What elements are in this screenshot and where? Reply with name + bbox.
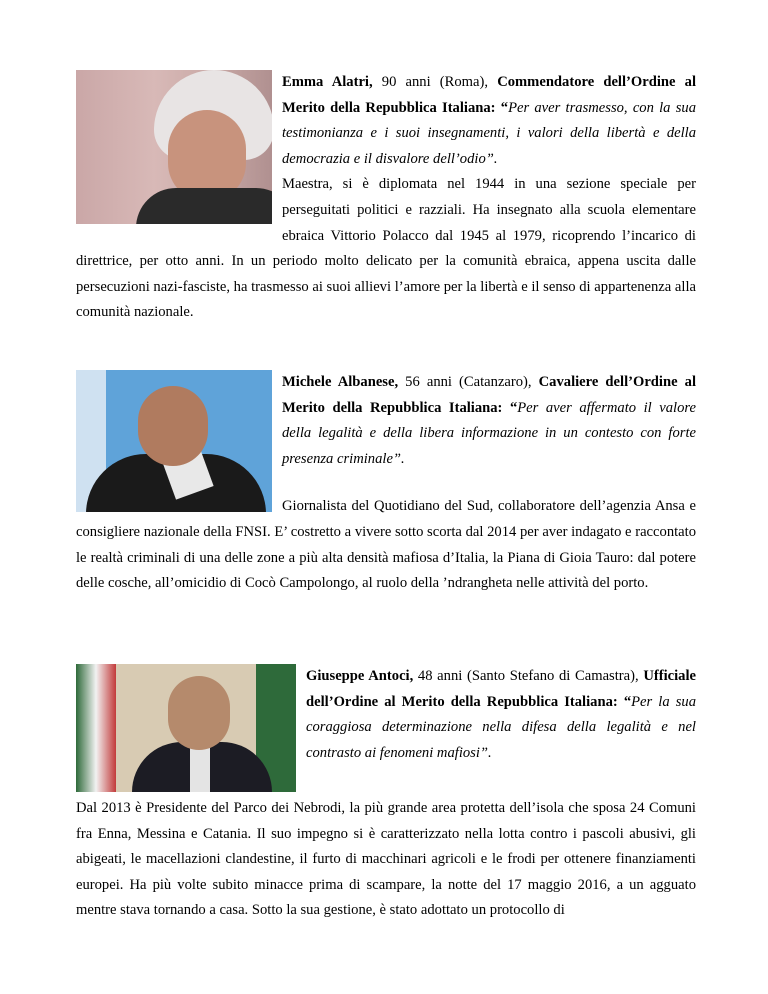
motivation-close: ”. xyxy=(392,450,405,467)
honoree-honor: Cavaliere dell’Ordine al Merito della Repubblica Italiana: “ xyxy=(282,374,696,416)
portrait-photo xyxy=(76,664,296,792)
honoree-bio: Giornalista del Quotidiano del Sud, collaboratore dell’agenzia Ansa e consigliere nazionale della FNSI. E’ costretto a vivere sotto scorta dal 2014 per aver indagato e raccontato le realtà criminali di una delle zone a più alta densità mafiosa d’Italia, la Piana di Gioia Tauro: dal potere delle cosche, all’omicidio di Cocò Campolongo, al ruolo della ’ndrangheta nelle attività del porto. xyxy=(76,498,696,592)
honoree-entry-albanese xyxy=(76,370,696,597)
honoree-details: 90 anni (Roma), xyxy=(372,74,498,90)
honoree-name: Michele Albanese, xyxy=(282,374,399,390)
honoree-motivation: Per aver affermato il valore della legalità e della libera informazione in un contesto con forte presenza criminale xyxy=(282,399,697,467)
motivation-close: ”. xyxy=(485,150,498,167)
honoree-details: 48 anni (Santo Stefano di Camastra), xyxy=(413,668,644,684)
honoree-honor: Ufficiale dell’Ordine al Merito della Repubblica Italiana: “ xyxy=(306,668,696,710)
honoree-details: 56 anni (Catanzaro), xyxy=(398,374,539,390)
portrait-photo xyxy=(76,370,272,512)
portrait-photo xyxy=(76,70,272,224)
honoree-motivation: Per aver trasmesso, con la sua testimonianza e i suoi insegnamenti, i valori della libertà e della democrazia e il disvalore dell’odio xyxy=(282,99,696,167)
motivation-close: ”. xyxy=(479,744,492,761)
honoree-honor: Commendatore dell’Ordine al Merito della Repubblica Italiana: “ xyxy=(282,74,697,116)
honoree-name: Giuseppe Antoci, xyxy=(306,668,414,684)
honoree-bio: Maestra, si è diplomata nel 1944 in una sezione speciale per perseguitati politici e razziali. Ha insegnato alla scuola elementare ebraica Vittorio Polacco dal 1945 al 1979, ricoprendo l’incarico di direttrice, per otto anni. In un periodo molto delicato per la comunità ebraica, appena uscita dalle persecuzioni nazi-fasciste, ha trasmesso ai suoi allievi l’amore per la libertà e il senso di appartenenza alla comunità nazionale. xyxy=(76,176,696,321)
honoree-entry-antoci xyxy=(76,664,696,924)
honoree-name: Emma Alatri, xyxy=(282,74,373,90)
honoree-entry-alatri xyxy=(76,70,696,326)
honoree-motivation: Per la sua coraggiosa determinazione nella difesa della legalità e nel contrasto ai fenomeni mafiosi xyxy=(306,693,696,761)
honoree-bio: Dal 2013 è Presidente del Parco dei Nebrodi, la più grande area protetta dell’isola che sposa 24 Comuni fra Enna, Messina e Catania. Il suo impegno si è caratterizzato nella lotta contro i pascoli abusivi, gli abigeati, le macellazioni clandestine, il furto di macchinari agricoli e le frodi per ottenere finanziamenti europei. Ha più volte subito minacce prima di scampare, la notte del 17 maggio 2016, a un agguato mentre stava tornando a casa. Sotto la sua gestione, è stato adottato un protocollo di xyxy=(76,800,696,919)
